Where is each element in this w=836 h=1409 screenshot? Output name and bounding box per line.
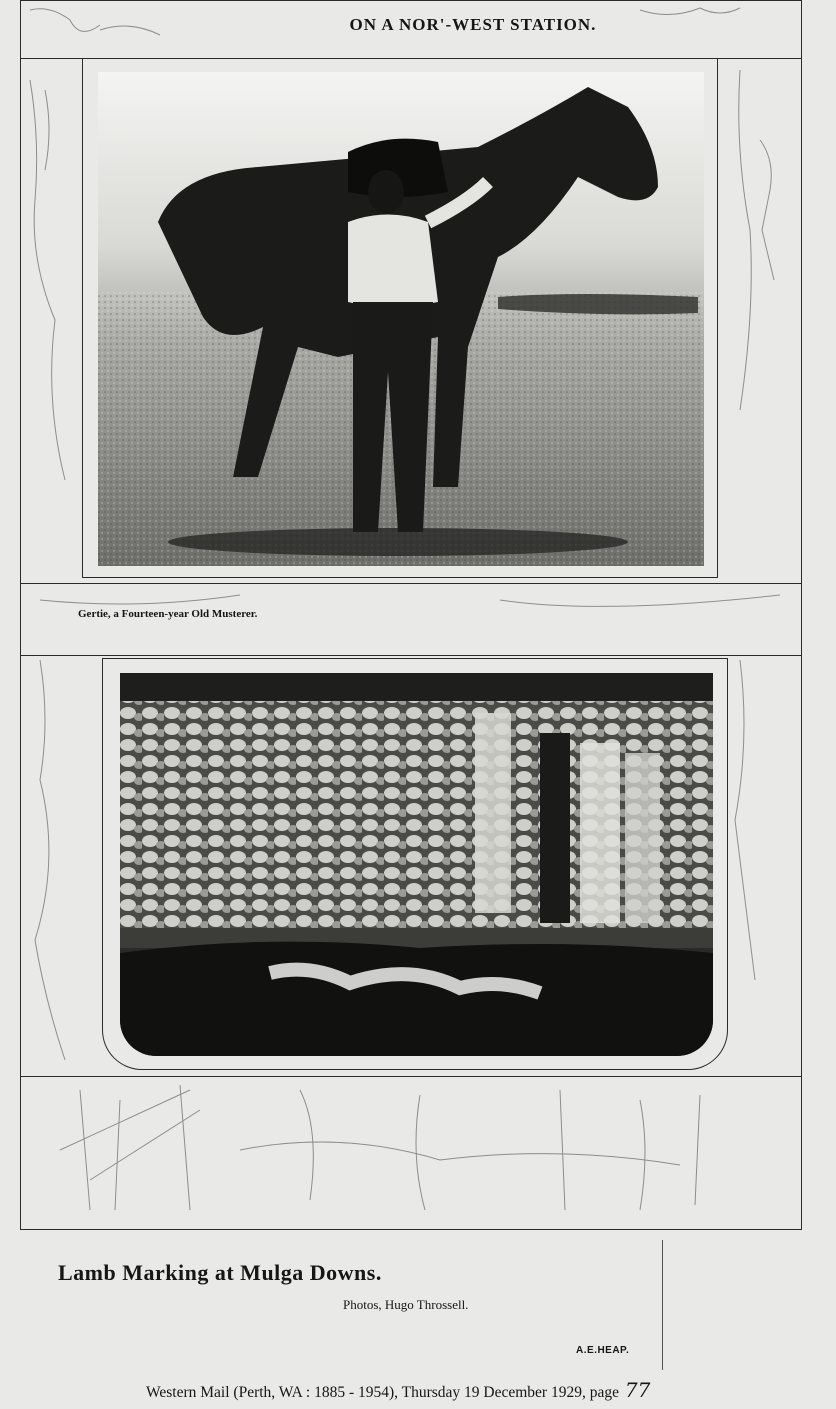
photo-credit: Photos, Hugo Throssell. [343,1297,469,1312]
decorative-rule [662,1240,663,1370]
source-text: Western Mail (Perth, WA : 1885 - 1954), Thursday 19 December 1929, page [146,1384,619,1401]
photo-caption: Gertie, a Fourteen-year Old Musterer. [78,608,258,620]
photo-horse-musterer [98,72,704,566]
photo-lamb-marking [120,673,713,1056]
source-citation [146,1378,650,1402]
photo-caption: Lamb Marking at Mulga Downs. [58,1260,382,1285]
page-title: ON A NOR'-WEST STATION. [349,15,597,34]
page-number: 77 [624,1378,651,1402]
artist-signature: A.E.HEAP. [576,1345,630,1356]
